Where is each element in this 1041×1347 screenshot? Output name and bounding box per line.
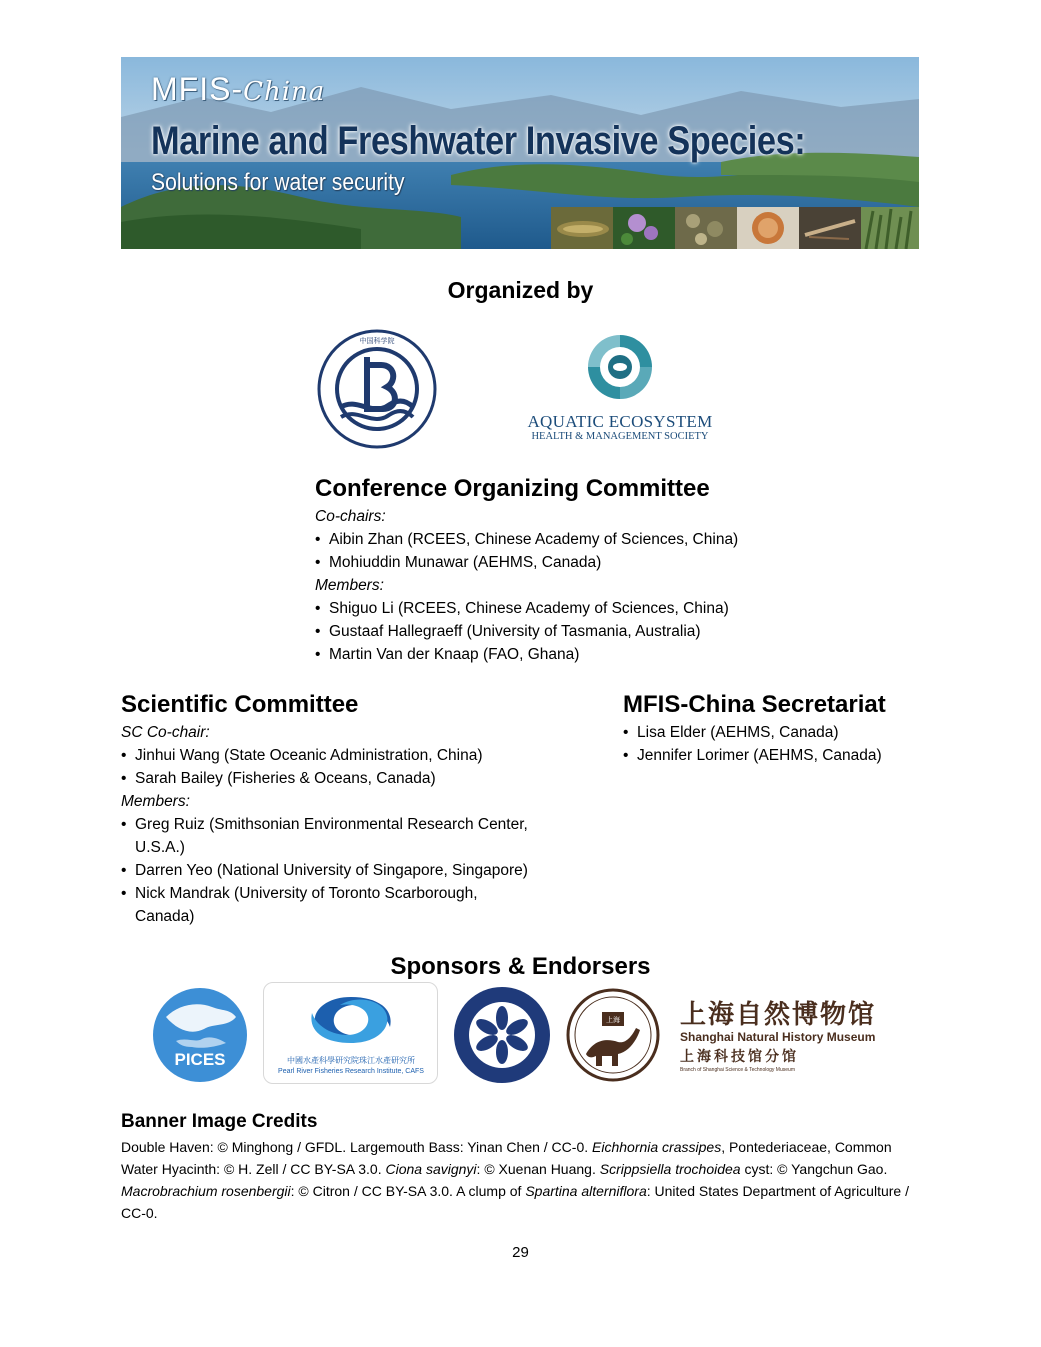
list-item: • Aibin Zhan (RCEES, Chinese Academy of Sciences, China) — [315, 528, 875, 551]
banner-title: Marine and Freshwater Invasive Species: — [151, 119, 806, 163]
list-item: • Mohiuddin Munawar (AEHMS, Canada) — [315, 551, 875, 574]
scientific-committee-list — [121, 721, 571, 928]
ciona-photo — [675, 207, 737, 249]
svg-text:中国科学院: 中国科学院 — [359, 337, 395, 345]
credits-text — [121, 1136, 911, 1224]
pices-label: PICES — [174, 1050, 226, 1069]
list-item: • Shiguo Li (RCEES, Chinese Academy of Sciences, China) — [315, 597, 875, 620]
banner-event-label: MFIS-China — [151, 71, 326, 107]
species-name: Eichhornia crassipes — [592, 1139, 722, 1155]
organizing-committee-heading: Conference Organizing Committee — [315, 475, 710, 502]
pearl-river-swirl-icon — [302, 991, 400, 1049]
scientific-committee-heading: Scientific Committee — [121, 691, 359, 718]
species-name: Ciona savignyi — [385, 1161, 477, 1177]
largemouth-bass-photo — [551, 207, 613, 249]
key-laboratory-logo — [317, 329, 437, 449]
macrobrachium-photo — [799, 207, 861, 249]
pearl-river-logo — [263, 982, 438, 1084]
organizing-committee-list — [315, 505, 875, 666]
species-name: Macrobrachium rosenbergii — [121, 1183, 291, 1199]
list-item: • Jinhui Wang (State Oceanic Administration, China) — [121, 744, 571, 767]
list-item: • Gustaaf Hallegraeff (University of Tasmania, Australia) — [315, 620, 875, 643]
page-number: 29 — [512, 1244, 529, 1261]
credits-text-part: Double Haven: © Minghong / GFDL. Largemouth Bass: Yinan Chen / CC-0. — [121, 1139, 593, 1155]
organized-by-heading: Organized by — [447, 277, 594, 303]
aehms-name: AQUATIC ECOSYSTEM — [527, 412, 713, 431]
banner-subtitle: Solutions for water security — [151, 169, 405, 196]
aehms-logo — [515, 412, 725, 442]
spartina-photo — [861, 207, 919, 249]
svg-text:上海: 上海 — [606, 1016, 620, 1024]
sc-members-label: Members: — [121, 793, 190, 810]
pearl-river-name-en: Pearl River Fisheries Research Institute, CAFS — [278, 1068, 424, 1075]
list-item: • Greg Ruiz (Smithsonian Environmental Research Center, U.S.A.) — [121, 813, 566, 859]
credits-text-part: , Pontederiaceae, Common Water Hyacinth: © H. Zell / CC BY-SA 3.0. — [121, 1139, 892, 1177]
list-item: • Nick Mandrak (University of Toronto Scarborough, Canada) — [121, 882, 531, 928]
aehms-subname: HEALTH & MANAGEMENT SOCIETY — [531, 431, 709, 442]
sponsors-heading: Sponsors & Endorsers — [390, 953, 651, 980]
list-item: • Darren Yeo (National University of Singapore, Singapore) — [121, 859, 571, 882]
credits-text-part: : © Citron / CC BY-SA 3.0. A clump of — [290, 1183, 526, 1199]
sc-cochair-label: SC Co-chair: — [121, 724, 210, 741]
shanghai-branch-name-cn: 上海科技馆分馆 — [680, 1049, 799, 1065]
cas-logo — [452, 985, 552, 1085]
scrippsiella-cyst-photo — [737, 207, 799, 249]
header-banner — [121, 57, 919, 249]
list-item: • Sarah Bailey (Fisheries & Oceans, Canada) — [121, 767, 571, 790]
secretariat-heading: MFIS-China Secretariat — [623, 691, 886, 718]
credits-heading: Banner Image Credits — [121, 1111, 318, 1132]
cochairs-label: Co-chairs: — [315, 508, 386, 525]
list-item: • Martin Van der Knaap (FAO, Ghana) — [315, 643, 875, 666]
credits-text-part: : © Xuenan Huang. — [476, 1161, 600, 1177]
shanghai-museum-name-en: Shanghai Natural History Museum — [680, 1030, 876, 1044]
shanghai-museum-name-cn: 上海自然博物馆 — [680, 1000, 877, 1030]
species-name: Scrippsiella trochoidea — [599, 1161, 741, 1177]
credits-text-part: : United States Department of Agriculture / CC-0. — [121, 1183, 909, 1221]
list-item: • Lisa Elder (AEHMS, Canada) — [623, 721, 923, 744]
shanghai-branch-name-en: Branch of Shanghai Science & Technology Museum — [680, 1067, 795, 1073]
members-label: Members: — [315, 577, 384, 594]
credits-text-part: cyst: © Yangchun Gao. — [740, 1161, 888, 1177]
shanghai-museum-logo — [680, 1000, 895, 1074]
pearl-river-name-cn: 中國水產科學研究院珠江水產研究所 — [287, 1056, 415, 1065]
aehms-emblem-icon — [584, 331, 656, 403]
water-hyacinth-photo — [613, 207, 675, 249]
secretariat-list — [623, 721, 923, 767]
list-item: • Jennifer Lorimer (AEHMS, Canada) — [623, 744, 923, 767]
species-name: Spartina alterniflora — [525, 1183, 647, 1199]
shanghai-museum-emblem — [566, 988, 660, 1082]
